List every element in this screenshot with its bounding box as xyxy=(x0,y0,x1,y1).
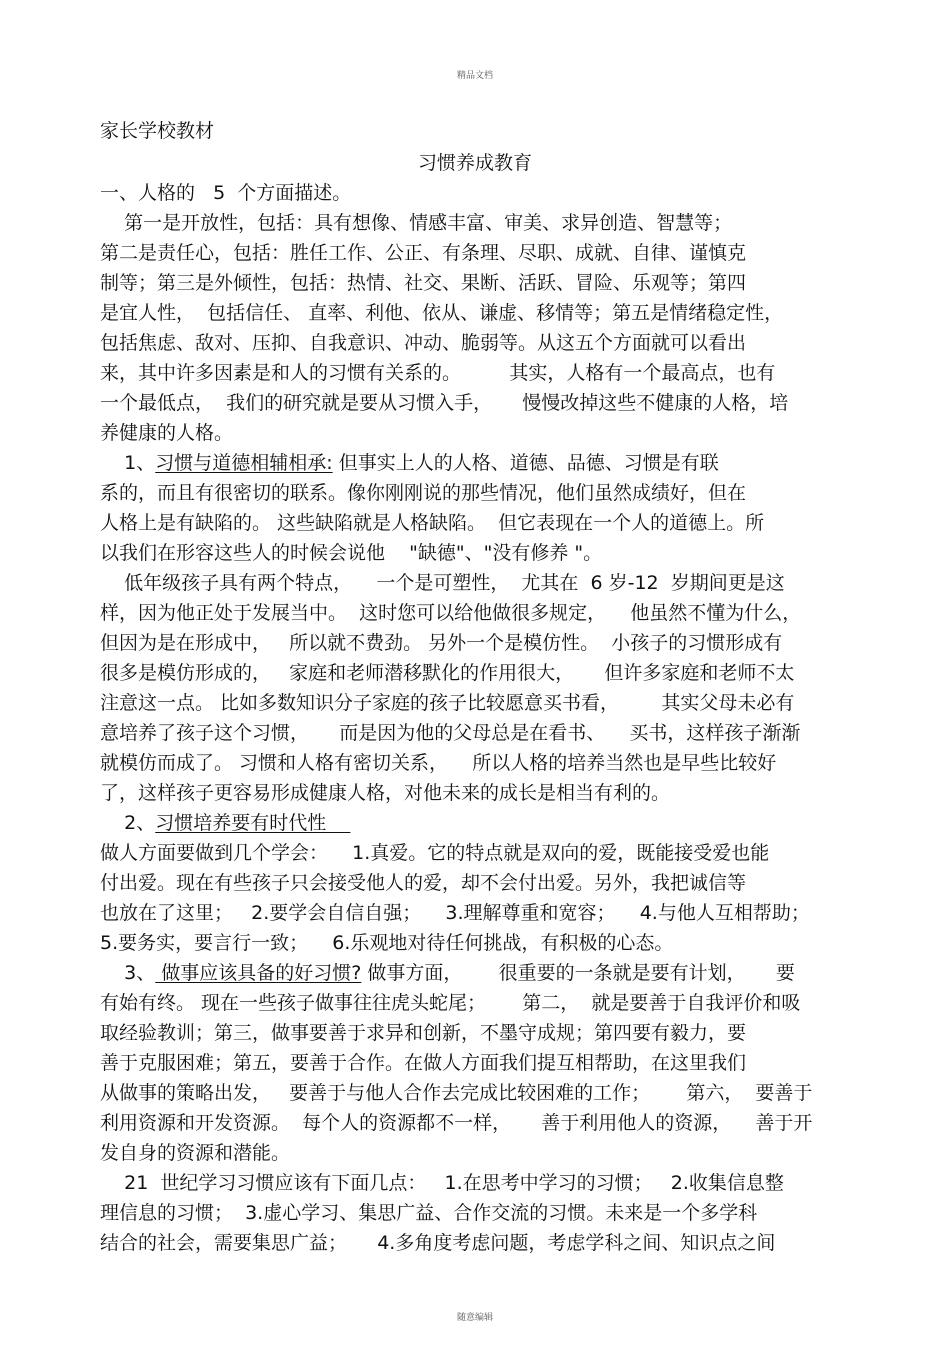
paragraph-line: 取经验教训；第三，做事要善于求异和创新，不墨守成规；第四要有毅力，要 xyxy=(100,1022,747,1044)
paragraph-line: 第二是责任心，包括：胜任工作、公正、有条理、尽职、成就、自律、谨慎克 xyxy=(100,242,747,264)
paragraph-line: 从做事的策略出发， 要善于与他人合作去完成比较困难的工作； 第六， 要善于 xyxy=(100,1082,813,1104)
paragraph-line: 一个最低点， 我们的研究就是要从习惯入手， 慢慢改掉这些不健康的人格，培 xyxy=(100,392,789,414)
section-3-number: 3、 xyxy=(100,962,156,984)
paragraph-line: 发自身的资源和潜能。 xyxy=(100,1142,291,1164)
paragraph-line: 理信息的习惯； 3.虚心学习、集思广益、合作交流的习惯。未来是一个多学科 xyxy=(100,1202,758,1224)
paragraph-line: 利用资源和开发资源。 每个人的资源都不一样， 善于利用他人的资源， 善于开 xyxy=(100,1112,813,1134)
paragraph-line: 就模仿而成了。 习惯和人格有密切关系， 所以人格的培养当然也是早些比较好 xyxy=(100,752,777,774)
paragraph-line: 包括焦虑、敌对、压抑、自我意识、冲动、脆弱等。从这五个方面就可以看出 xyxy=(100,332,747,354)
section-1-heading: 习惯与道德相辅相承: xyxy=(155,452,333,474)
section-3-heading: 做事应该具备的好习惯? xyxy=(155,962,362,984)
paragraph-line: 低年级孩子具有两个特点， 一个是可塑性， 尤其在 6 岁-12 岁期间更是这 xyxy=(100,572,785,594)
paragraph-line: 也放在了这里； 2.要学会自信自强； 3.理解尊重和宽容； 4.与他人互相帮助； xyxy=(100,902,810,924)
paragraph-line: 注意这一点。 比如多数知识分子家庭的孩子比较愿意买书看， 其实父母未必有 xyxy=(100,692,795,714)
section-3-text: 做事方面， 很重要的一条就是要有计划， 要 xyxy=(361,962,795,984)
section-2-number: 2、 xyxy=(100,812,156,834)
section-1-number: 1、 xyxy=(100,452,156,474)
paragraph-line: 5.要务实，要言行一致； 6.乐观地对待任何挑战，有积极的心态。 xyxy=(100,932,674,954)
paragraph-line: 但因为是在形成中， 所以就不费劲。 另外一个是模仿性。 小孩子的习惯形成有 xyxy=(100,632,783,654)
paragraph-line: 来，其中许多因素是和人的习惯有关系的。 其实，人格有一个最高点，也有 xyxy=(100,362,776,384)
paragraph-line: 制等；第三是外倾性，包括：热情、社交、果断、活跃、冒险、乐观等；第四 xyxy=(100,272,747,294)
paragraph-line: 做人方面要做到几个学会： 1.真爱。它的特点就是双向的爱，既能接受爱也能 xyxy=(100,842,770,864)
document-title: 习惯养成教育 xyxy=(417,152,532,174)
section-3-first-line xyxy=(100,958,860,988)
paragraph-line: 是宜人性， 包括信任、 直率、利他、依从、谦虚、移情等；第五是情绪稳定性， xyxy=(100,302,784,324)
paragraph-line: 样，因为他正处于发展当中。 这时您可以给他做很多规定， 他虽然不懂为什么， xyxy=(100,602,802,624)
document-label: 家长学校教材 xyxy=(100,120,215,142)
paragraph-line: 系的，而且有很密切的联系。像你刚刚说的那些情况，他们虽然成绩好，但在 xyxy=(100,482,747,504)
paragraph-line: 很多是模仿形成的， 家庭和老师潜移默化的作用很大， 但许多家庭和老师不太 xyxy=(100,662,795,684)
paragraph-line: 21 世纪学习习惯应该有下面几点： 1.在思考中学习的习惯； 2.收集信息整 xyxy=(100,1172,784,1194)
page-footer-mark: 随意编辑 xyxy=(456,1313,493,1323)
section-1-first-line xyxy=(100,448,860,478)
paragraph-line: 意培养了孩子这个习惯， 而是因为他的父母总是在看书、 买书，这样孩子渐渐 xyxy=(100,722,801,744)
paragraph-line: 第一是开放性，包括：具有想像、情感丰富、审美、求异创造、智慧等； xyxy=(100,212,733,234)
section-1-text: 但事实上人的人格、道德、品德、习惯是有联 xyxy=(332,452,719,474)
paragraph-line: 有始有终。 现在一些孩子做事往往虎头蛇尾； 第二， 就是要善于自我评价和吸 xyxy=(100,992,801,1014)
page-header-mark: 精品文档 xyxy=(456,71,493,81)
paragraph-line: 付出爱。现在有些孩子只会接受他人的爱，却不会付出爱。另外，我把诚信等 xyxy=(100,872,747,894)
paragraph-line: 结合的社会，需要集思广益； 4.多角度考虑问题，考虑学科之间、知识点之间 xyxy=(100,1232,776,1254)
paragraph-line: 一、人格的 5 个方面描述。 xyxy=(100,182,352,204)
paragraph-line: 以我们在形容这些人的时候会说他 "缺德"、"没有修养 "。 xyxy=(100,542,603,564)
section-2-heading-line xyxy=(100,808,860,838)
paragraph-line: 人格上是有缺陷的。 这些缺陷就是人格缺陷。 但它表现在一个人的道德上。所 xyxy=(100,512,765,534)
paragraph-line: 了，这样孩子更容易形成健康人格，对他未来的成长是相当有利的。 xyxy=(100,782,671,804)
paragraph-line: 善于克服困难；第五，要善于合作。在做人方面我们提互相帮助，在这里我们 xyxy=(100,1052,747,1074)
section-2-heading: 习惯培养要有时代性 xyxy=(155,812,351,834)
paragraph-line: 养健康的人格。 xyxy=(100,422,234,444)
